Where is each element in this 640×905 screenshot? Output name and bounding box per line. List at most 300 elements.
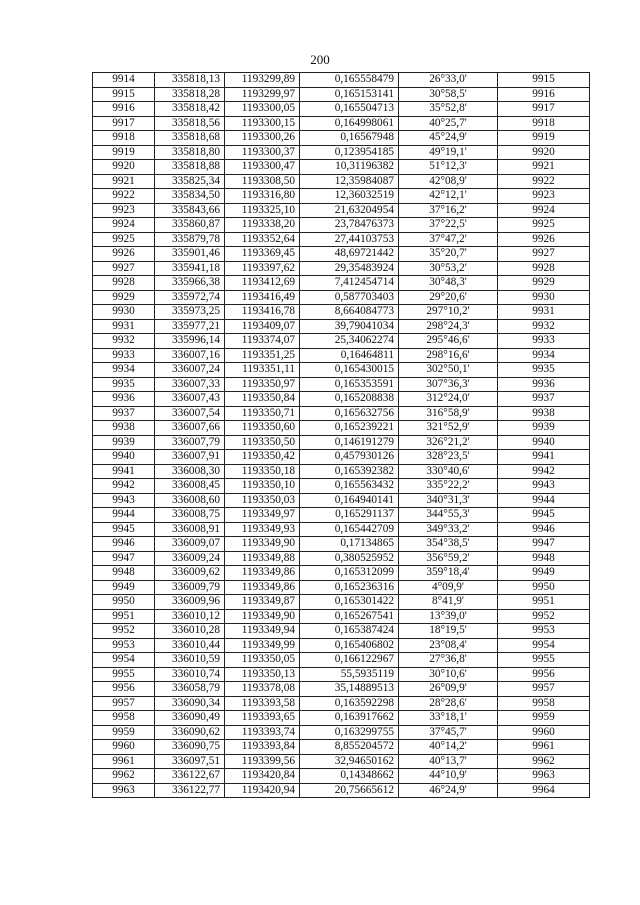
cell-distance: 0,165387424 <box>300 624 399 639</box>
cell-distance: 0,457930126 <box>300 450 399 465</box>
table-row <box>93 348 590 363</box>
cell-distance: 20,75665612 <box>300 783 399 798</box>
cell-coord-y: 1193378,08 <box>225 682 300 697</box>
cell-point-from: 9953 <box>93 638 155 653</box>
cell-distance: 0,587703403 <box>300 290 399 305</box>
cell-point-from: 9921 <box>93 174 155 189</box>
cell-direction-angle: 344°55,3' <box>399 508 498 523</box>
cell-direction-angle: 302°50,1' <box>399 363 498 378</box>
table-row <box>93 493 590 508</box>
cell-direction-angle: 51°12,3' <box>399 160 498 175</box>
cell-point-from: 9930 <box>93 305 155 320</box>
cell-coord-x: 335818,28 <box>155 87 225 102</box>
cell-coord-x: 336008,91 <box>155 522 225 537</box>
table-row <box>93 754 590 769</box>
cell-distance: 32,94650162 <box>300 754 399 769</box>
cell-coord-x: 336058,79 <box>155 682 225 697</box>
cell-point-to: 9936 <box>498 377 590 392</box>
cell-direction-angle: 30°58,5' <box>399 87 498 102</box>
cell-direction-angle: 49°19,1' <box>399 145 498 160</box>
cell-coord-y: 1193350,05 <box>225 653 300 668</box>
table-row <box>93 725 590 740</box>
cell-coord-x: 335818,56 <box>155 116 225 131</box>
cell-direction-angle: 13°39,0' <box>399 609 498 624</box>
cell-point-from: 9951 <box>93 609 155 624</box>
cell-point-from: 9957 <box>93 696 155 711</box>
coordinates-table <box>92 72 590 798</box>
cell-distance: 0,164940141 <box>300 493 399 508</box>
cell-coord-x: 336007,33 <box>155 377 225 392</box>
cell-coord-y: 1193351,25 <box>225 348 300 363</box>
cell-coord-x: 336008,75 <box>155 508 225 523</box>
cell-coord-y: 1193300,47 <box>225 160 300 175</box>
cell-point-to: 9922 <box>498 174 590 189</box>
cell-point-to: 9917 <box>498 102 590 117</box>
table-row <box>93 464 590 479</box>
cell-coord-x: 336122,77 <box>155 783 225 798</box>
cell-coord-x: 336007,54 <box>155 406 225 421</box>
cell-point-from: 9955 <box>93 667 155 682</box>
cell-point-from: 9942 <box>93 479 155 494</box>
cell-direction-angle: 316°58,9' <box>399 406 498 421</box>
cell-point-from: 9954 <box>93 653 155 668</box>
cell-coord-y: 1193412,69 <box>225 276 300 291</box>
cell-coord-y: 1193350,18 <box>225 464 300 479</box>
cell-point-from: 9923 <box>93 203 155 218</box>
cell-direction-angle: 28°28,6' <box>399 696 498 711</box>
cell-point-from: 9938 <box>93 421 155 436</box>
table-row <box>93 218 590 233</box>
cell-coord-x: 336010,59 <box>155 653 225 668</box>
cell-distance: 0,163917662 <box>300 711 399 726</box>
cell-point-to: 9923 <box>498 189 590 204</box>
cell-point-from: 9961 <box>93 754 155 769</box>
cell-coord-y: 1193350,42 <box>225 450 300 465</box>
table-row <box>93 392 590 407</box>
cell-distance: 27,44103753 <box>300 232 399 247</box>
cell-direction-angle: 23°08,4' <box>399 638 498 653</box>
cell-point-to: 9915 <box>498 73 590 88</box>
table-row <box>93 232 590 247</box>
cell-coord-y: 1193300,26 <box>225 131 300 146</box>
cell-distance: 0,165442709 <box>300 522 399 537</box>
cell-point-to: 9944 <box>498 493 590 508</box>
cell-coord-y: 1193350,13 <box>225 667 300 682</box>
cell-point-from: 9958 <box>93 711 155 726</box>
cell-point-to: 9961 <box>498 740 590 755</box>
cell-point-to: 9954 <box>498 638 590 653</box>
cell-point-from: 9918 <box>93 131 155 146</box>
cell-point-from: 9943 <box>93 493 155 508</box>
cell-coord-y: 1193299,97 <box>225 87 300 102</box>
table-row <box>93 145 590 160</box>
cell-distance: 0,165558479 <box>300 73 399 88</box>
cell-direction-angle: 30°48,3' <box>399 276 498 291</box>
cell-point-to: 9928 <box>498 261 590 276</box>
cell-coord-x: 336090,62 <box>155 725 225 740</box>
cell-coord-y: 1193351,11 <box>225 363 300 378</box>
cell-coord-y: 1193349,93 <box>225 522 300 537</box>
cell-coord-y: 1193349,90 <box>225 537 300 552</box>
cell-coord-x: 335818,42 <box>155 102 225 117</box>
table-row <box>93 174 590 189</box>
cell-coord-x: 335818,80 <box>155 145 225 160</box>
cell-coord-y: 1193350,97 <box>225 377 300 392</box>
cell-point-from: 9960 <box>93 740 155 755</box>
cell-point-to: 9926 <box>498 232 590 247</box>
cell-direction-angle: 35°20,7' <box>399 247 498 262</box>
cell-coord-y: 1193349,86 <box>225 580 300 595</box>
table-row <box>93 319 590 334</box>
cell-direction-angle: 356°59,2' <box>399 551 498 566</box>
cell-direction-angle: 295°46,6' <box>399 334 498 349</box>
cell-point-from: 9931 <box>93 319 155 334</box>
cell-distance: 0,165392382 <box>300 464 399 479</box>
cell-direction-angle: 37°47,2' <box>399 232 498 247</box>
cell-direction-angle: 307°36,3' <box>399 377 498 392</box>
cell-coord-x: 335901,46 <box>155 247 225 262</box>
cell-coord-x: 335818,68 <box>155 131 225 146</box>
cell-point-from: 9939 <box>93 435 155 450</box>
table-row <box>93 261 590 276</box>
table-row <box>93 406 590 421</box>
cell-point-from: 9946 <box>93 537 155 552</box>
cell-distance: 0,165267541 <box>300 609 399 624</box>
cell-distance: 0,165239221 <box>300 421 399 436</box>
cell-coord-y: 1193349,94 <box>225 624 300 639</box>
cell-point-to: 9933 <box>498 334 590 349</box>
cell-distance: 0,380525952 <box>300 551 399 566</box>
table-row <box>93 783 590 798</box>
cell-distance: 0,14348662 <box>300 769 399 784</box>
cell-direction-angle: 8°41,9' <box>399 595 498 610</box>
cell-coord-x: 336007,16 <box>155 348 225 363</box>
cell-direction-angle: 42°08,9' <box>399 174 498 189</box>
cell-distance: 21,63204954 <box>300 203 399 218</box>
cell-coord-x: 335973,25 <box>155 305 225 320</box>
cell-distance: 7,412454714 <box>300 276 399 291</box>
table-row <box>93 551 590 566</box>
cell-direction-angle: 26°09,9' <box>399 682 498 697</box>
cell-point-from: 9916 <box>93 102 155 117</box>
cell-distance: 0,164998061 <box>300 116 399 131</box>
table-row <box>93 131 590 146</box>
cell-coord-x: 336009,62 <box>155 566 225 581</box>
cell-distance: 0,163299755 <box>300 725 399 740</box>
table-row <box>93 566 590 581</box>
table-row <box>93 595 590 610</box>
cell-coord-x: 335996,14 <box>155 334 225 349</box>
cell-point-from: 9952 <box>93 624 155 639</box>
cell-coord-x: 336097,51 <box>155 754 225 769</box>
cell-point-to: 9943 <box>498 479 590 494</box>
cell-coord-y: 1193349,90 <box>225 609 300 624</box>
cell-point-from: 9917 <box>93 116 155 131</box>
cell-point-from: 9940 <box>93 450 155 465</box>
cell-coord-x: 335843,66 <box>155 203 225 218</box>
cell-point-to: 9952 <box>498 609 590 624</box>
cell-point-from: 9922 <box>93 189 155 204</box>
table-row <box>93 580 590 595</box>
cell-direction-angle: 335°22,2' <box>399 479 498 494</box>
cell-point-to: 9925 <box>498 218 590 233</box>
cell-distance: 35,14889513 <box>300 682 399 697</box>
cell-coord-y: 1193308,50 <box>225 174 300 189</box>
cell-coord-y: 1193350,50 <box>225 435 300 450</box>
cell-point-from: 9963 <box>93 783 155 798</box>
cell-point-to: 9964 <box>498 783 590 798</box>
cell-point-from: 9941 <box>93 464 155 479</box>
cell-direction-angle: 298°16,6' <box>399 348 498 363</box>
cell-point-to: 9953 <box>498 624 590 639</box>
cell-direction-angle: 40°13,7' <box>399 754 498 769</box>
cell-point-from: 9962 <box>93 769 155 784</box>
cell-point-to: 9951 <box>498 595 590 610</box>
cell-coord-y: 1193349,97 <box>225 508 300 523</box>
cell-point-from: 9948 <box>93 566 155 581</box>
cell-point-from: 9947 <box>93 551 155 566</box>
cell-coord-x: 336008,30 <box>155 464 225 479</box>
cell-coord-y: 1193416,78 <box>225 305 300 320</box>
cell-coord-y: 1193325,10 <box>225 203 300 218</box>
cell-point-to: 9935 <box>498 363 590 378</box>
table-row <box>93 247 590 262</box>
cell-coord-y: 1193420,94 <box>225 783 300 798</box>
cell-coord-x: 335818,13 <box>155 73 225 88</box>
table-row <box>93 537 590 552</box>
cell-coord-y: 1193349,87 <box>225 595 300 610</box>
cell-distance: 0,166122967 <box>300 653 399 668</box>
cell-direction-angle: 46°24,9' <box>399 783 498 798</box>
table-row <box>93 290 590 305</box>
cell-direction-angle: 30°10,6' <box>399 667 498 682</box>
cell-distance: 39,79041034 <box>300 319 399 334</box>
cell-coord-y: 1193316,80 <box>225 189 300 204</box>
cell-direction-angle: 35°52,8' <box>399 102 498 117</box>
table-row <box>93 160 590 175</box>
cell-distance: 0,165504713 <box>300 102 399 117</box>
cell-distance: 29,35483924 <box>300 261 399 276</box>
cell-point-to: 9941 <box>498 450 590 465</box>
cell-direction-angle: 354°38,5' <box>399 537 498 552</box>
cell-direction-angle: 26°33,0' <box>399 73 498 88</box>
cell-distance: 0,165406802 <box>300 638 399 653</box>
table-row <box>93 696 590 711</box>
cell-point-to: 9918 <box>498 116 590 131</box>
cell-coord-x: 336008,45 <box>155 479 225 494</box>
cell-coord-y: 1193374,07 <box>225 334 300 349</box>
cell-coord-y: 1193349,86 <box>225 566 300 581</box>
cell-point-to: 9962 <box>498 754 590 769</box>
cell-point-from: 9950 <box>93 595 155 610</box>
table-body <box>93 73 590 798</box>
cell-coord-x: 336008,60 <box>155 493 225 508</box>
cell-direction-angle: 349°33,2' <box>399 522 498 537</box>
cell-point-to: 9950 <box>498 580 590 595</box>
cell-coord-y: 1193300,37 <box>225 145 300 160</box>
cell-distance: 23,78476373 <box>300 218 399 233</box>
cell-coord-x: 336010,28 <box>155 624 225 639</box>
cell-coord-y: 1193349,88 <box>225 551 300 566</box>
table-row <box>93 450 590 465</box>
cell-point-from: 9935 <box>93 377 155 392</box>
cell-coord-x: 336090,75 <box>155 740 225 755</box>
cell-point-to: 9930 <box>498 290 590 305</box>
cell-point-to: 9948 <box>498 551 590 566</box>
cell-coord-y: 1193420,84 <box>225 769 300 784</box>
cell-distance: 8,664084773 <box>300 305 399 320</box>
cell-coord-y: 1193350,84 <box>225 392 300 407</box>
cell-coord-y: 1193350,03 <box>225 493 300 508</box>
cell-point-from: 9915 <box>93 87 155 102</box>
cell-coord-y: 1193393,74 <box>225 725 300 740</box>
cell-point-to: 9938 <box>498 406 590 421</box>
table-row <box>93 116 590 131</box>
cell-direction-angle: 312°24,0' <box>399 392 498 407</box>
cell-point-from: 9929 <box>93 290 155 305</box>
cell-direction-angle: 42°12,1' <box>399 189 498 204</box>
cell-coord-y: 1193300,05 <box>225 102 300 117</box>
cell-coord-x: 336090,34 <box>155 696 225 711</box>
cell-point-to: 9957 <box>498 682 590 697</box>
cell-coord-x: 336090,49 <box>155 711 225 726</box>
table-row <box>93 189 590 204</box>
cell-distance: 0,123954185 <box>300 145 399 160</box>
cell-coord-y: 1193399,56 <box>225 754 300 769</box>
cell-point-to: 9932 <box>498 319 590 334</box>
cell-point-from: 9932 <box>93 334 155 349</box>
cell-direction-angle: 40°25,7' <box>399 116 498 131</box>
cell-coord-y: 1193299,89 <box>225 73 300 88</box>
cell-coord-x: 336010,74 <box>155 667 225 682</box>
cell-direction-angle: 359°18,4' <box>399 566 498 581</box>
cell-point-to: 9921 <box>498 160 590 175</box>
cell-distance: 12,35984087 <box>300 174 399 189</box>
cell-direction-angle: 328°23,5' <box>399 450 498 465</box>
cell-coord-y: 1193393,58 <box>225 696 300 711</box>
cell-point-to: 9931 <box>498 305 590 320</box>
cell-point-from: 9924 <box>93 218 155 233</box>
cell-point-to: 9927 <box>498 247 590 262</box>
cell-direction-angle: 45°24,9' <box>399 131 498 146</box>
table-row <box>93 769 590 784</box>
cell-direction-angle: 37°45,7' <box>399 725 498 740</box>
cell-coord-x: 335941,18 <box>155 261 225 276</box>
cell-point-from: 9936 <box>93 392 155 407</box>
cell-coord-y: 1193369,45 <box>225 247 300 262</box>
cell-coord-x: 336007,91 <box>155 450 225 465</box>
table-row <box>93 740 590 755</box>
cell-coord-x: 336009,24 <box>155 551 225 566</box>
cell-coord-y: 1193300,15 <box>225 116 300 131</box>
table-row <box>93 102 590 117</box>
cell-coord-y: 1193349,99 <box>225 638 300 653</box>
cell-point-to: 9958 <box>498 696 590 711</box>
cell-point-to: 9959 <box>498 711 590 726</box>
cell-point-from: 9934 <box>93 363 155 378</box>
cell-direction-angle: 30°53,2' <box>399 261 498 276</box>
cell-point-from: 9919 <box>93 145 155 160</box>
table-row <box>93 667 590 682</box>
page-number: 200 <box>310 52 330 67</box>
cell-distance: 0,163592298 <box>300 696 399 711</box>
cell-point-to: 9945 <box>498 508 590 523</box>
table-row <box>93 435 590 450</box>
table-row <box>93 363 590 378</box>
cell-coord-y: 1193350,60 <box>225 421 300 436</box>
cell-coord-y: 1193397,62 <box>225 261 300 276</box>
cell-distance: 12,36032519 <box>300 189 399 204</box>
table-row <box>93 377 590 392</box>
cell-distance: 0,16464811 <box>300 348 399 363</box>
cell-direction-angle: 33°18,1' <box>399 711 498 726</box>
cell-point-to: 9940 <box>498 435 590 450</box>
table-row <box>93 305 590 320</box>
cell-coord-y: 1193338,20 <box>225 218 300 233</box>
cell-distance: 0,165291137 <box>300 508 399 523</box>
cell-distance: 0,165430015 <box>300 363 399 378</box>
cell-direction-angle: 298°24,3' <box>399 319 498 334</box>
cell-coord-x: 335860,87 <box>155 218 225 233</box>
cell-direction-angle: 44°10,9' <box>399 769 498 784</box>
cell-point-to: 9939 <box>498 421 590 436</box>
cell-point-from: 9959 <box>93 725 155 740</box>
table-row <box>93 711 590 726</box>
table-row <box>93 638 590 653</box>
cell-distance: 0,165632756 <box>300 406 399 421</box>
cell-point-to: 9942 <box>498 464 590 479</box>
cell-distance: 0,165153141 <box>300 87 399 102</box>
cell-point-from: 9927 <box>93 261 155 276</box>
cell-coord-x: 335977,21 <box>155 319 225 334</box>
cell-direction-angle: 297°10,2' <box>399 305 498 320</box>
cell-point-from: 9920 <box>93 160 155 175</box>
cell-point-to: 9919 <box>498 131 590 146</box>
cell-point-to: 9934 <box>498 348 590 363</box>
cell-coord-x: 336122,67 <box>155 769 225 784</box>
table-row <box>93 624 590 639</box>
cell-distance: 10,31196382 <box>300 160 399 175</box>
cell-coord-x: 335879,78 <box>155 232 225 247</box>
table-row <box>93 73 590 88</box>
cell-direction-angle: 29°20,6' <box>399 290 498 305</box>
cell-coord-x: 335825,34 <box>155 174 225 189</box>
cell-coord-x: 336009,07 <box>155 537 225 552</box>
cell-distance: 0,165301422 <box>300 595 399 610</box>
cell-distance: 0,165312099 <box>300 566 399 581</box>
cell-point-from: 9926 <box>93 247 155 262</box>
cell-distance: 0,165208838 <box>300 392 399 407</box>
table-row <box>93 609 590 624</box>
cell-point-to: 9949 <box>498 566 590 581</box>
cell-coord-x: 336007,66 <box>155 421 225 436</box>
cell-point-from: 9949 <box>93 580 155 595</box>
table-row <box>93 421 590 436</box>
cell-direction-angle: 4°09,9' <box>399 580 498 595</box>
table-row <box>93 508 590 523</box>
table-row <box>93 653 590 668</box>
cell-point-to: 9924 <box>498 203 590 218</box>
cell-direction-angle: 37°16,2' <box>399 203 498 218</box>
cell-distance: 8,855204572 <box>300 740 399 755</box>
cell-point-from: 9914 <box>93 73 155 88</box>
cell-point-from: 9928 <box>93 276 155 291</box>
cell-distance: 0,165236316 <box>300 580 399 595</box>
cell-direction-angle: 326°21,2' <box>399 435 498 450</box>
cell-coord-x: 336010,12 <box>155 609 225 624</box>
cell-point-from: 9944 <box>93 508 155 523</box>
cell-point-to: 9946 <box>498 522 590 537</box>
